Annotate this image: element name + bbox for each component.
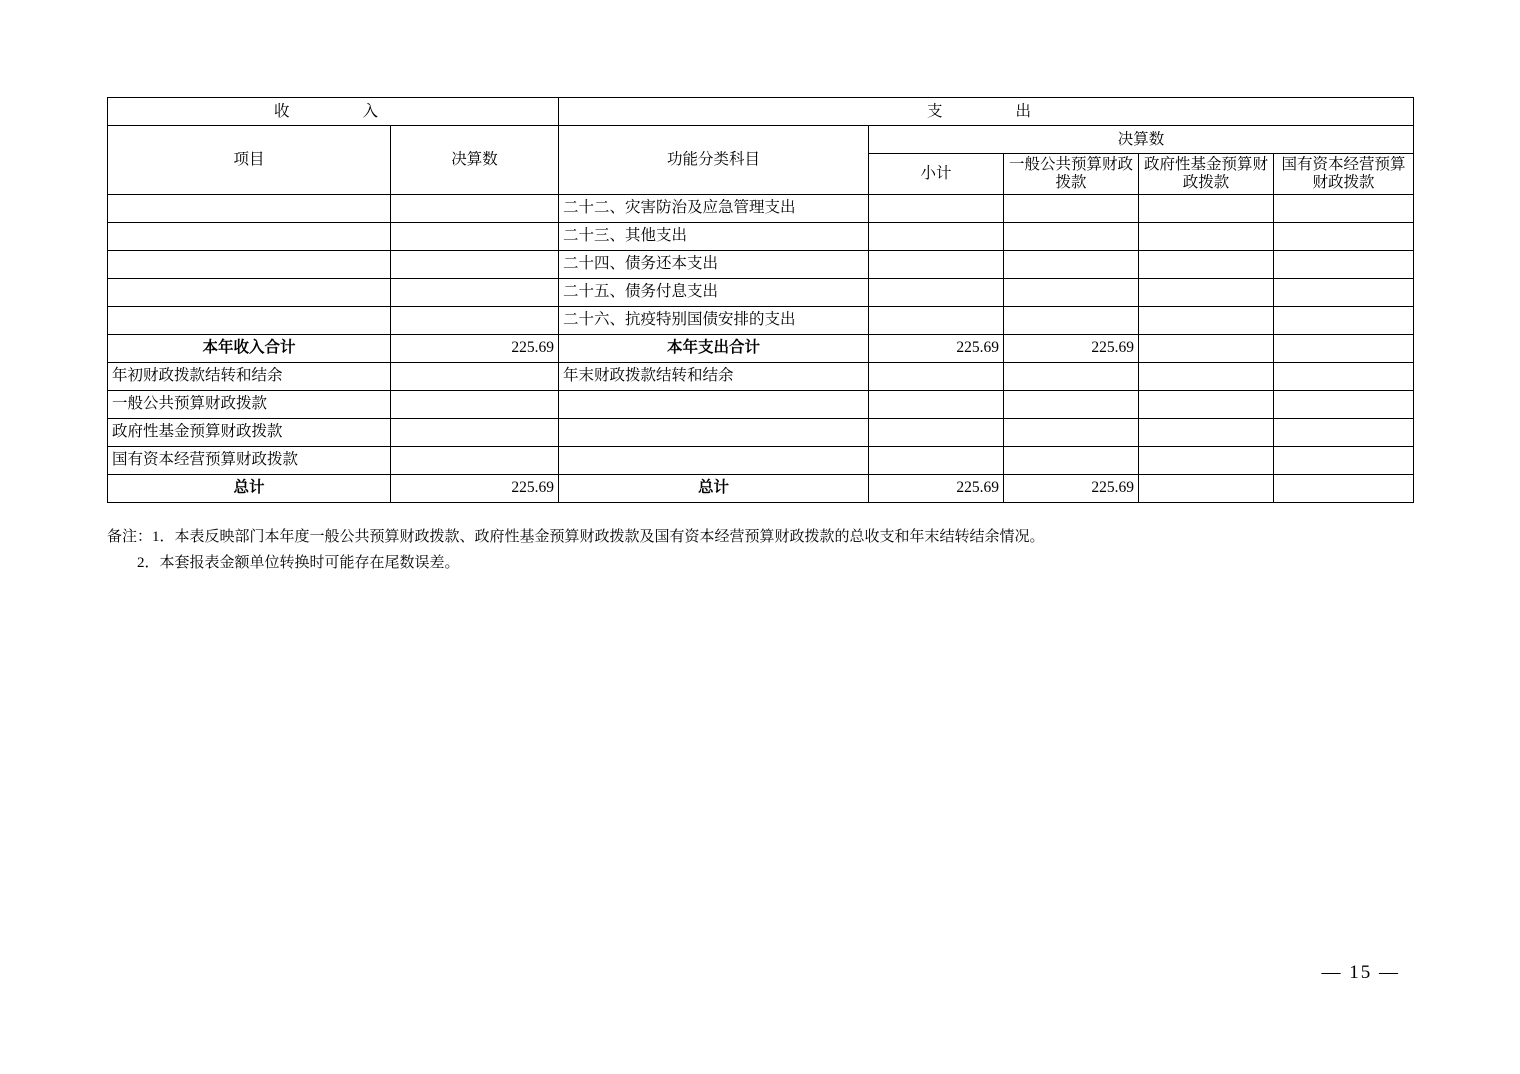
cell-function-subject: 二十六、抗疫特别国债安排的支出 [559,306,869,334]
cell-subtotal [869,194,1004,222]
cell-income-item [108,194,391,222]
cell-general-public: 225.69 [1004,334,1139,362]
table-row-total [108,334,1414,362]
cell-general-public [1004,194,1139,222]
cell-gov-fund [1139,306,1274,334]
budget-table-container [107,97,1413,503]
cell-gov-fund [1139,418,1274,446]
cell-income-item [108,222,391,250]
cell-income-item: 年初财政拨款结转和结余 [108,362,391,390]
cell-gov-fund [1139,278,1274,306]
table-row-grand-total [108,474,1414,502]
cell-income-item: 一般公共预算财政拨款 [108,390,391,418]
cell-subtotal [869,362,1004,390]
cell-income-amount [391,362,559,390]
cell-income-amount [391,194,559,222]
cell-income-amount [391,418,559,446]
cell-income-item: 政府性基金预算财政拨款 [108,418,391,446]
cell-function-subject [559,446,869,474]
cell-income-item [108,278,391,306]
table-notes [107,524,1427,577]
cell-gov-fund [1139,222,1274,250]
table-row [108,250,1414,278]
cell-state-capital [1274,362,1414,390]
cell-subtotal [869,222,1004,250]
cell-income-amount [391,250,559,278]
cell-function-subject: 总计 [559,474,869,502]
cell-function-subject: 二十二、灾害防治及应急管理支出 [559,194,869,222]
cell-income-amount [391,278,559,306]
cell-state-capital [1274,250,1414,278]
cell-income-amount: 225.69 [391,474,559,502]
cell-general-public [1004,278,1139,306]
cell-state-capital [1274,474,1414,502]
cell-general-public [1004,418,1139,446]
cell-gov-fund [1139,390,1274,418]
header-gov-fund: 政府性基金预算财政拨款 [1139,154,1274,195]
header-expense-amount-group: 决算数 [869,126,1414,154]
cell-general-public [1004,222,1139,250]
header-income-amount: 决算数 [391,126,559,195]
cell-general-public: 225.69 [1004,474,1139,502]
cell-gov-fund [1139,362,1274,390]
cell-income-item [108,306,391,334]
cell-subtotal [869,250,1004,278]
cell-state-capital [1274,306,1414,334]
cell-function-subject: 二十五、债务付息支出 [559,278,869,306]
cell-gov-fund [1139,250,1274,278]
header-income-item: 项目 [108,126,391,195]
cell-state-capital [1274,334,1414,362]
table-header-group-row [108,98,1414,126]
header-expense-group: 支 出 [559,98,1414,126]
table-row [108,306,1414,334]
table-row [108,362,1414,390]
cell-general-public [1004,250,1139,278]
note-line-2: 2．本套报表金额单位转换时可能存在尾数误差。 [137,555,460,572]
cell-state-capital [1274,418,1414,446]
cell-function-subject [559,418,869,446]
note-line-1: 备注：1．本表反映部门本年度一般公共预算财政拨款、政府性基金预算财政拨款及国有资本经营预算财政拨款的总收支和年末结转结余情况。 [107,529,1045,545]
cell-gov-fund [1139,334,1274,362]
table-row [108,446,1414,474]
header-function-subject: 功能分类科目 [559,126,869,195]
cell-gov-fund [1139,446,1274,474]
budget-table [107,97,1414,503]
table-row [108,194,1414,222]
cell-subtotal [869,418,1004,446]
table-row [108,278,1414,306]
cell-general-public [1004,362,1139,390]
cell-function-subject: 二十四、债务还本支出 [559,250,869,278]
header-general-public: 一般公共预算财政拨款 [1004,154,1139,195]
cell-general-public [1004,390,1139,418]
cell-income-item: 总计 [108,474,391,502]
cell-subtotal [869,390,1004,418]
header-income-group: 收 入 [108,98,559,126]
cell-state-capital [1274,222,1414,250]
cell-income-item [108,250,391,278]
cell-gov-fund [1139,194,1274,222]
cell-state-capital [1274,278,1414,306]
table-row [108,390,1414,418]
cell-general-public [1004,446,1139,474]
table-row [108,222,1414,250]
cell-income-amount [391,306,559,334]
page-number: — 15 — [1321,962,1400,983]
cell-function-subject [559,390,869,418]
cell-state-capital [1274,446,1414,474]
cell-subtotal [869,306,1004,334]
cell-state-capital [1274,194,1414,222]
cell-income-amount [391,390,559,418]
cell-subtotal: 225.69 [869,474,1004,502]
cell-income-amount [391,446,559,474]
cell-general-public [1004,306,1139,334]
cell-function-subject: 本年支出合计 [559,334,869,362]
table-row [108,418,1414,446]
cell-gov-fund [1139,474,1274,502]
cell-income-item: 国有资本经营预算财政拨款 [108,446,391,474]
cell-state-capital [1274,390,1414,418]
cell-subtotal [869,446,1004,474]
cell-subtotal: 225.69 [869,334,1004,362]
table-header-sub-row [108,126,1414,154]
cell-subtotal [869,278,1004,306]
header-subtotal: 小计 [869,154,1004,195]
cell-function-subject: 年末财政拨款结转和结余 [559,362,869,390]
cell-income-amount: 225.69 [391,334,559,362]
cell-function-subject: 二十三、其他支出 [559,222,869,250]
header-state-capital: 国有资本经营预算财政拨款 [1274,154,1414,195]
cell-income-amount [391,222,559,250]
cell-income-item: 本年收入合计 [108,334,391,362]
